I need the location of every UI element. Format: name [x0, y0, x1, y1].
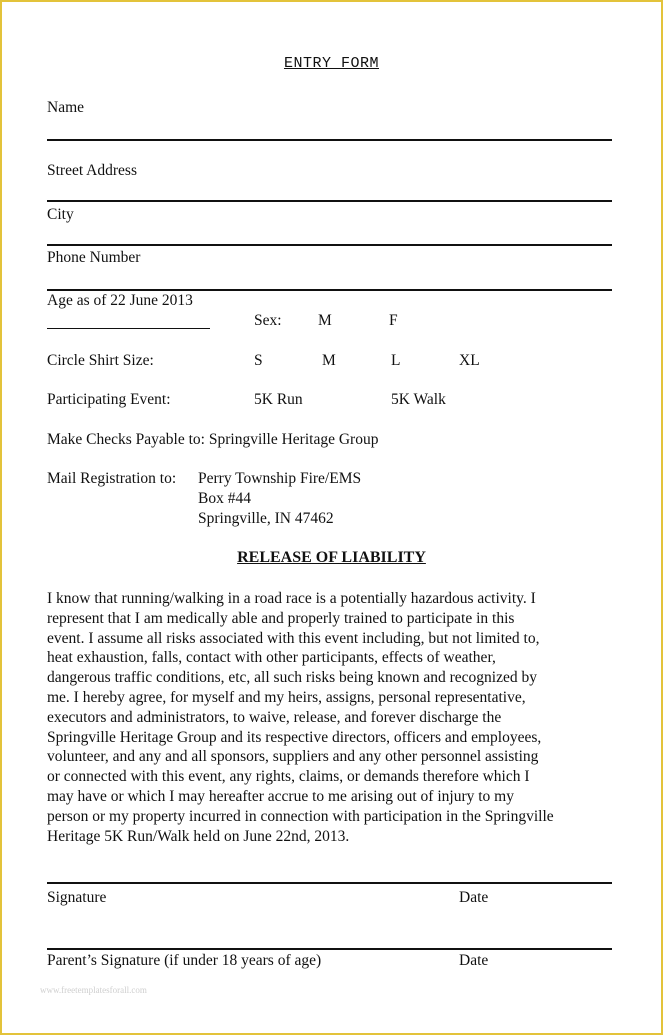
- release-line: Springville Heritage Group and its respective directors, officers and employees,: [47, 728, 542, 746]
- mail-address-line-3: Springville, IN 47462: [198, 510, 334, 527]
- release-line: I know that running/walking in a road race is a potentially hazardous activity. I: [47, 590, 536, 607]
- age-line[interactable]: [47, 328, 210, 329]
- event-label: Participating Event:: [47, 391, 171, 408]
- release-line: may have or which I may hereafter accrue to me arising out of injury to my: [47, 787, 514, 805]
- city-line[interactable]: [47, 244, 612, 246]
- release-line: volunteer, and any and all sponsors, suppliers and any other personnel assisting: [47, 748, 539, 766]
- sex-option-m[interactable]: M: [318, 312, 332, 329]
- shirt-size-label: Circle Shirt Size:: [47, 352, 154, 369]
- mail-address-line-1: Perry Township Fire/EMS: [198, 470, 362, 487]
- release-line: heat exhaustion, falls, contact with other participants, effects of weather,: [47, 649, 496, 667]
- shirt-size-xl[interactable]: XL: [459, 352, 480, 369]
- mail-label: Mail Registration to:: [47, 470, 177, 487]
- name-line[interactable]: [47, 139, 612, 141]
- parent-signature-label: Parent’s Signature (if under 18 years of age): [47, 952, 322, 969]
- shirt-size-s[interactable]: S: [254, 352, 263, 369]
- sex-label: Sex:: [254, 312, 282, 329]
- sex-option-f[interactable]: F: [389, 312, 398, 329]
- street-address-label: Street Address: [47, 162, 137, 179]
- checks-payable: Make Checks Payable to: Springville Heritage Group: [47, 431, 379, 448]
- release-title: RELEASE OF LIABILITY: [237, 549, 426, 566]
- release-line: event. I assume all risks associated with this event including, but not limited to,: [47, 629, 540, 647]
- release-text: [47, 589, 612, 846]
- street-address-line[interactable]: [47, 200, 612, 202]
- event-5k-walk[interactable]: 5K Walk: [391, 391, 446, 408]
- release-line: person or my property incurred in connection with participation in the Springville: [47, 807, 554, 825]
- parent-signature-line[interactable]: [47, 948, 612, 950]
- release-line: me. I hereby agree, for myself and my heirs, assigns, personal representative,: [47, 688, 526, 706]
- parent-date-label: Date: [459, 952, 489, 969]
- release-line: Heritage 5K Run/Walk held on June 22nd, 2013.: [47, 827, 350, 845]
- release-line: dangerous traffic conditions, etc, all such risks being known and recognized by: [47, 669, 537, 687]
- signature-label: Signature: [47, 889, 107, 906]
- release-line: represent that I am medically able and properly trained to participate in this: [47, 609, 515, 627]
- watermark: www.freetemplatesforall.com: [40, 985, 147, 995]
- release-line: or connected with this event, any rights, claims, or demands therefore which I: [47, 768, 530, 786]
- age-label: Age as of 22 June 2013: [47, 292, 193, 309]
- event-5k-run[interactable]: 5K Run: [254, 391, 303, 408]
- phone-label: Phone Number: [47, 249, 141, 266]
- signature-line[interactable]: [47, 882, 612, 884]
- date-label: Date: [459, 889, 489, 906]
- phone-line[interactable]: [47, 289, 612, 291]
- form-title: ENTRY FORM: [283, 55, 379, 72]
- city-label: City: [47, 206, 74, 223]
- shirt-size-m[interactable]: M: [322, 352, 336, 369]
- mail-address-line-2: Box #44: [198, 490, 251, 507]
- release-line: executors and administrators, to waive, release, and forever discharge the: [47, 708, 502, 726]
- shirt-size-l[interactable]: L: [391, 352, 401, 369]
- name-label: Name: [47, 99, 85, 116]
